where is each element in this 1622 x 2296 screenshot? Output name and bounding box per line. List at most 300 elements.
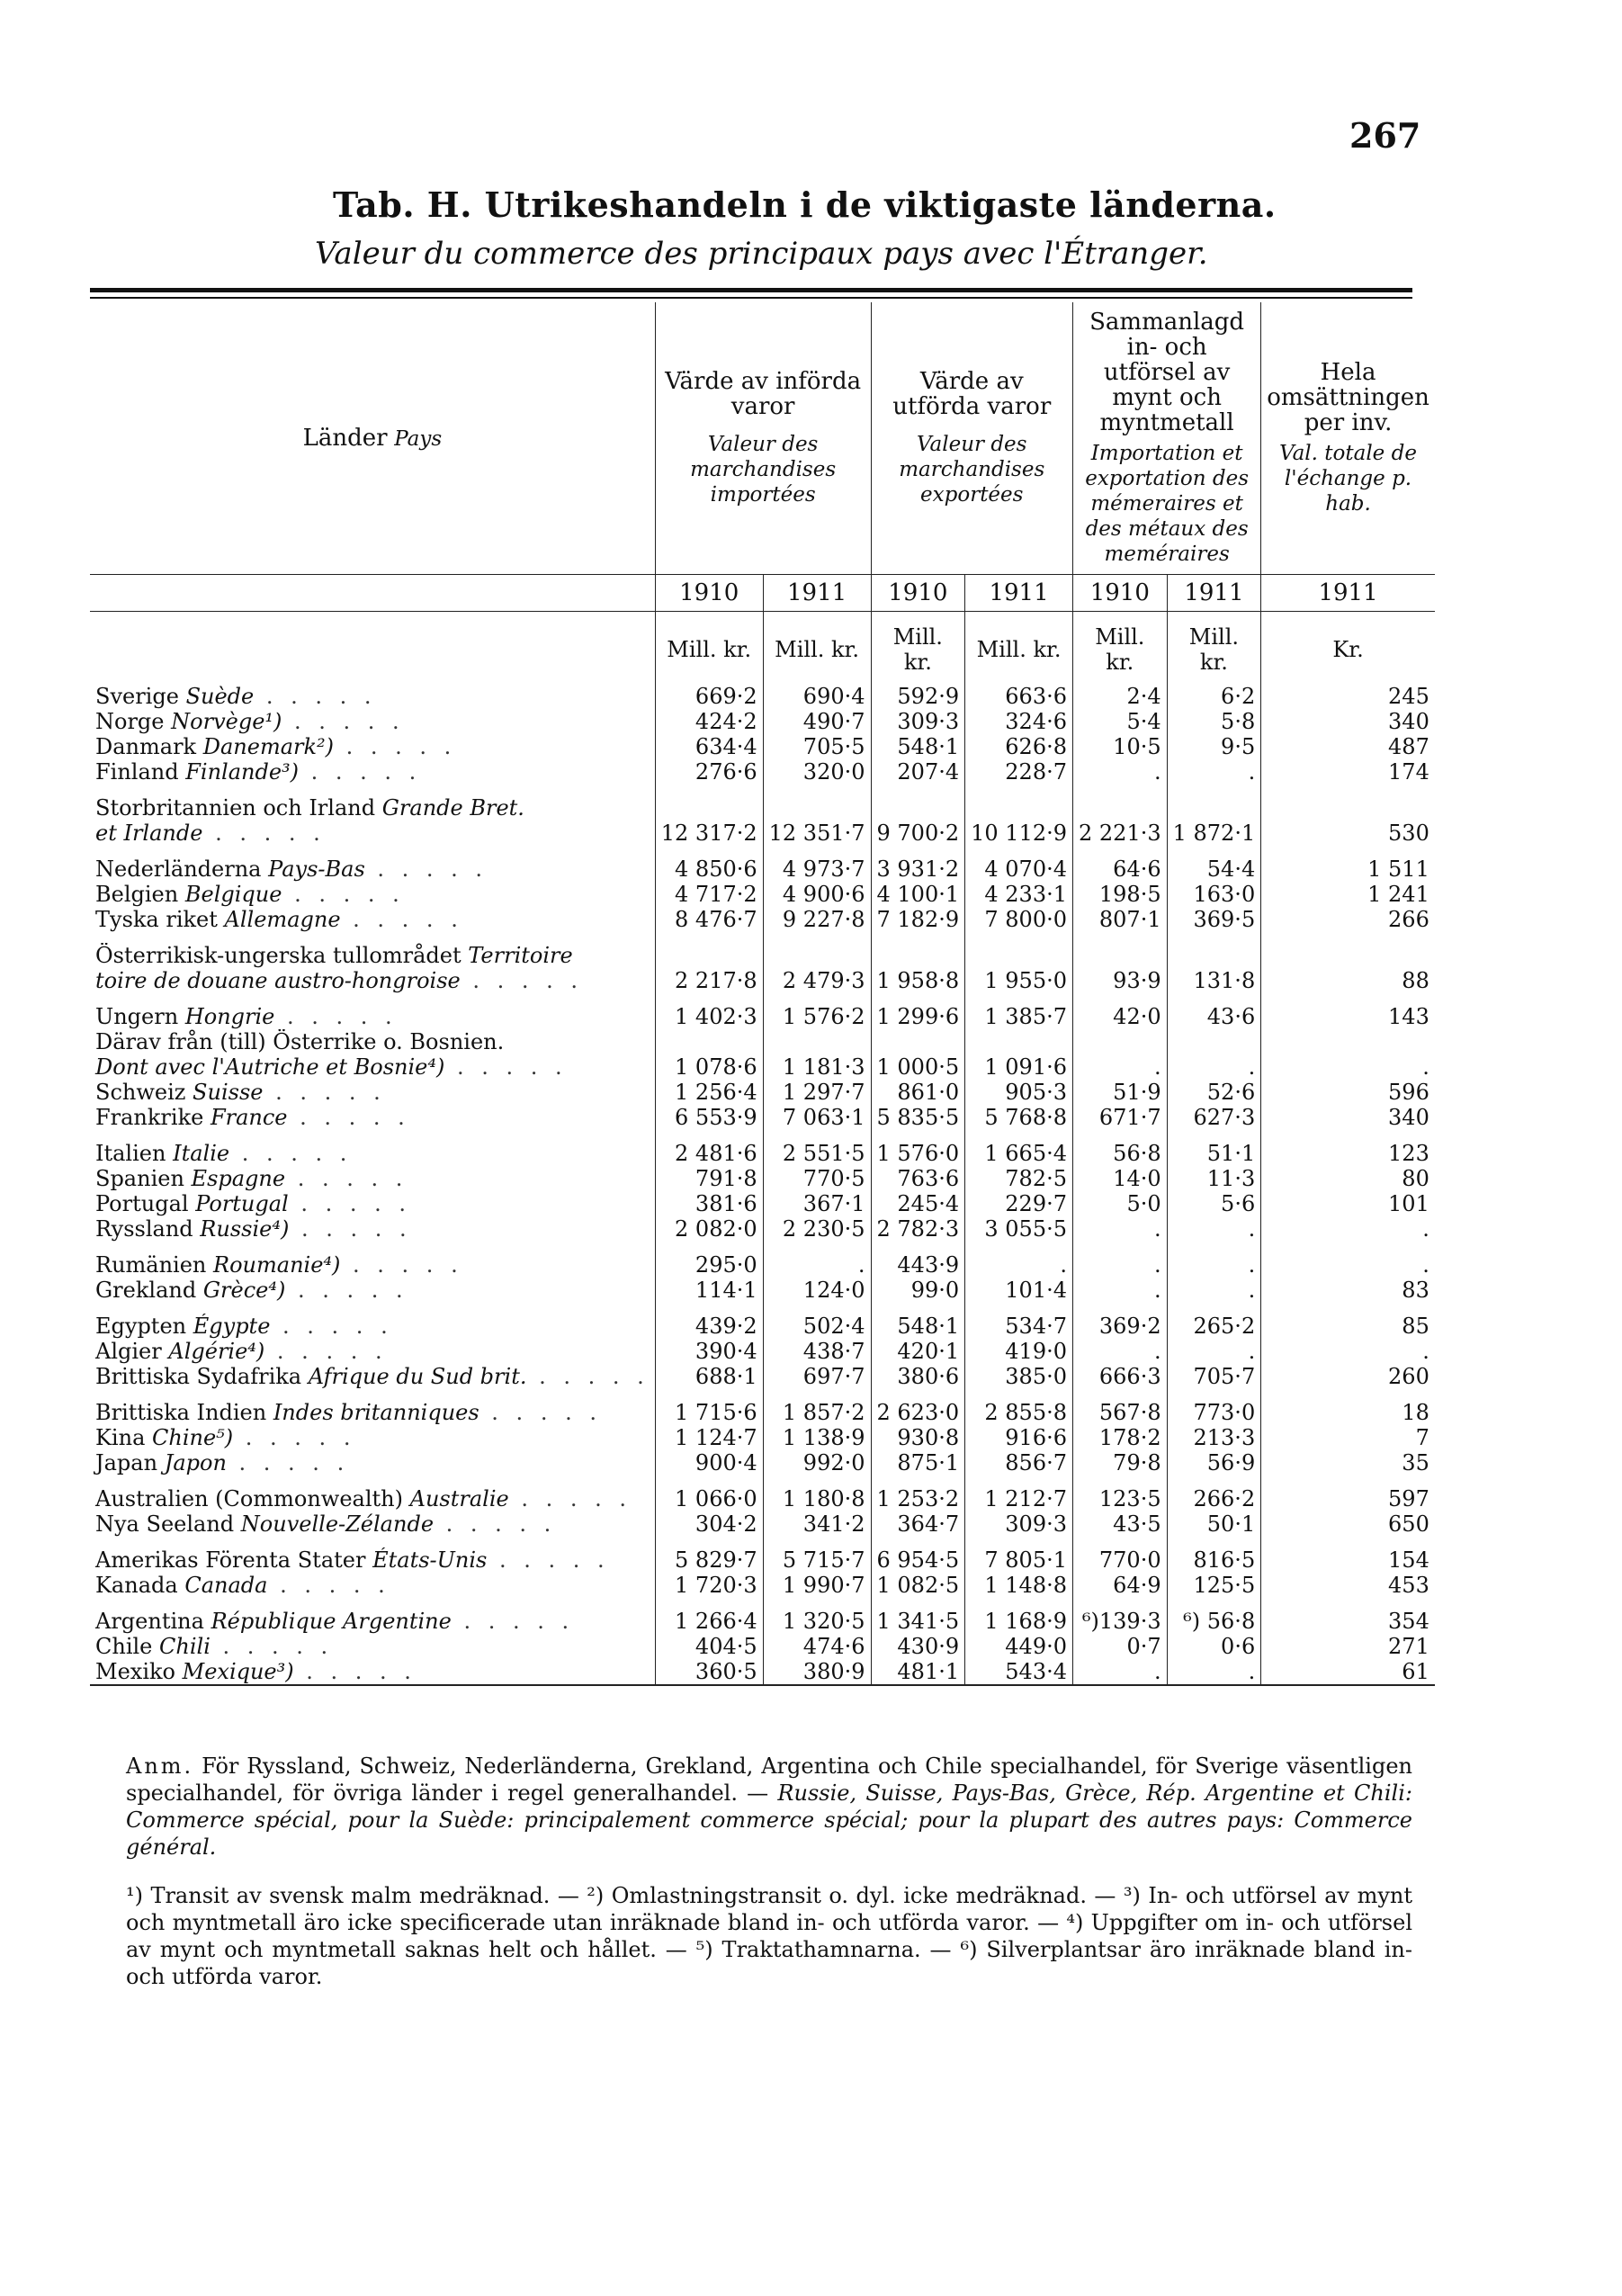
country-cell <box>90 1450 655 1475</box>
country-name-fr: Mexique³) <box>182 1659 294 1684</box>
value-cell: 548·1 <box>871 734 965 759</box>
unit-cell: Kr. <box>1261 612 1435 685</box>
value-cell: 85 <box>1261 1314 1435 1339</box>
table-row <box>90 1400 1435 1425</box>
country-name-sv: Italien <box>95 1141 166 1166</box>
value-cell: 5·8 <box>1167 709 1261 734</box>
value-cell: 43·6 <box>1167 1004 1261 1029</box>
country-cell <box>90 1547 655 1573</box>
value-cell: 229·7 <box>965 1191 1073 1216</box>
value-cell <box>655 795 763 821</box>
country-name-fr: Chili <box>159 1634 211 1659</box>
table-row <box>90 1054 1435 1080</box>
value-cell: . <box>1167 759 1261 785</box>
value-cell: 1 720·3 <box>655 1573 763 1598</box>
value-cell <box>1073 1029 1168 1054</box>
value-cell: 1 385·7 <box>965 1004 1073 1029</box>
value-cell: 56·8 <box>1073 1141 1168 1166</box>
table-row <box>90 821 1435 846</box>
leader-dots: . . . . . <box>487 1547 610 1573</box>
value-cell: 856·7 <box>965 1450 1073 1475</box>
value-cell: 4 900·6 <box>763 882 871 907</box>
value-cell: 1 402·3 <box>655 1004 763 1029</box>
country-cell <box>90 1166 655 1191</box>
country-cell <box>90 1659 655 1685</box>
value-cell: 1 511 <box>1261 857 1435 882</box>
country-name-sv: Argentina <box>95 1609 204 1634</box>
value-cell: 0·7 <box>1073 1634 1168 1659</box>
value-cell: 770·0 <box>1073 1547 1168 1573</box>
value-cell: 530 <box>1261 821 1435 846</box>
unit-cell: Mill. kr. <box>1073 612 1168 685</box>
country-cell <box>90 1364 655 1389</box>
value-cell: 1 266·4 <box>655 1609 763 1634</box>
value-cell: 99·0 <box>871 1278 965 1303</box>
leader-dots: . . . . . <box>267 1573 390 1598</box>
value-cell: 1 576·0 <box>871 1141 965 1166</box>
value-cell: 7 805·1 <box>965 1547 1073 1573</box>
value-cell: 502·4 <box>763 1314 871 1339</box>
table-row <box>90 1314 1435 1339</box>
table-row <box>90 968 1435 993</box>
value-cell: 324·6 <box>965 709 1073 734</box>
value-cell: 1 576·2 <box>763 1004 871 1029</box>
leader-dots: . . . . . <box>254 684 377 709</box>
value-cell: ⁶)139·3 <box>1073 1609 1168 1634</box>
table-row <box>90 1450 1435 1475</box>
value-cell: 93·9 <box>1073 968 1168 993</box>
table-row <box>90 1511 1435 1537</box>
table-row <box>90 1659 1435 1685</box>
value-cell: 178·2 <box>1073 1425 1168 1450</box>
country-name-fr: Grande Bret. <box>381 795 524 821</box>
country-name-sv: Kanada <box>95 1573 178 1598</box>
note-text-fr: Russie, Suisse, Pays-Bas, Grèce, Rép. Argentine et Chili: Commerce spécial, pour la Suède: principalement commerce spécial; pour la plupart des autres pays: Commerce général. <box>126 1780 1412 1860</box>
country-name-fr: République Argentine <box>211 1609 452 1634</box>
country-name-sv: Sverige <box>95 684 179 709</box>
value-cell: 14·0 <box>1073 1166 1168 1191</box>
value-cell <box>871 795 965 821</box>
value-cell: 304·2 <box>655 1511 763 1537</box>
country-name-fr: toire de douane austro-hongroise <box>95 968 461 993</box>
country-name-fr: Australie <box>409 1486 509 1511</box>
value-cell: 265·2 <box>1167 1314 1261 1339</box>
leader-dots: . . . . . <box>334 734 457 759</box>
country-cell <box>90 857 655 882</box>
country-cell <box>90 1004 655 1029</box>
country-cell <box>90 1425 655 1450</box>
value-cell: 380·9 <box>763 1659 871 1685</box>
country-name-fr: Italie <box>173 1141 230 1166</box>
country-name-fr: France <box>210 1105 288 1130</box>
country-name-fr: Suède <box>185 684 255 709</box>
value-cell: 916·6 <box>965 1425 1073 1450</box>
value-cell: . <box>1261 1252 1435 1278</box>
table-row <box>90 907 1435 932</box>
country-cell <box>90 882 655 907</box>
country-name-fr: et Irlande <box>95 821 203 846</box>
value-cell: 266 <box>1261 907 1435 932</box>
country-name-sv: Tyska riket <box>95 907 218 932</box>
country-name-sv: Algier <box>95 1339 162 1364</box>
value-cell: 487 <box>1261 734 1435 759</box>
value-cell: 592·9 <box>871 684 965 709</box>
value-cell: 705·7 <box>1167 1364 1261 1389</box>
units-row <box>90 612 1435 685</box>
value-cell: 18 <box>1261 1400 1435 1425</box>
value-cell: 2 082·0 <box>655 1216 763 1242</box>
header-imports: Värde av införda varor Valeur des marchandises importées <box>655 302 871 575</box>
top-rule <box>90 288 1412 292</box>
country-cell <box>90 795 655 821</box>
country-cell <box>90 1314 655 1339</box>
leader-dots: . . . . . <box>340 907 463 932</box>
leader-dots: . . . . . <box>202 821 326 846</box>
value-cell: 1 715·6 <box>655 1400 763 1425</box>
table-row <box>90 1105 1435 1130</box>
value-cell: 52·6 <box>1167 1080 1261 1105</box>
annotation-note <box>126 1753 1412 1861</box>
value-cell <box>1073 795 1168 821</box>
unit-cell: Mill. kr. <box>965 612 1073 685</box>
unit-cell: Mill. kr. <box>871 612 965 685</box>
leader-dots: . . . . . <box>293 1659 417 1684</box>
group-spacer <box>90 1537 1435 1547</box>
value-cell: 163·0 <box>1167 882 1261 907</box>
year-cell: 1910 <box>871 575 965 612</box>
table-row <box>90 1573 1435 1598</box>
leader-dots: . . . . . <box>460 968 584 993</box>
country-name-fr: Afrique du Sud brit. <box>308 1364 527 1389</box>
country-name-sv: Grekland <box>95 1278 197 1303</box>
value-cell: 705·5 <box>763 734 871 759</box>
country-name-sv: Därav från (till) Österrike o. Bosnien. <box>95 1029 505 1054</box>
value-cell: 763·6 <box>871 1166 965 1191</box>
table-row <box>90 1609 1435 1634</box>
value-cell: 245 <box>1261 684 1435 709</box>
table-row <box>90 734 1435 759</box>
table-row <box>90 1486 1435 1511</box>
unit-cell: Mill. kr. <box>763 612 871 685</box>
value-cell: 992·0 <box>763 1450 871 1475</box>
country-name-sv: Norge <box>95 709 165 734</box>
value-cell: 6 553·9 <box>655 1105 763 1130</box>
value-cell: 770·5 <box>763 1166 871 1191</box>
value-cell: 369·2 <box>1073 1314 1168 1339</box>
value-cell <box>871 1029 965 1054</box>
value-cell: 340 <box>1261 709 1435 734</box>
table-row <box>90 759 1435 785</box>
country-name-fr: Russie⁴) <box>200 1216 290 1242</box>
country-name-sv: Brittiska Indien <box>95 1400 267 1425</box>
value-cell: 228·7 <box>965 759 1073 785</box>
value-cell: 198·5 <box>1073 882 1168 907</box>
leader-dots: . . . . . <box>210 1634 334 1659</box>
country-name-fr: Espagne <box>191 1166 286 1191</box>
value-cell: 83 <box>1261 1278 1435 1303</box>
value-cell: 1 341·5 <box>871 1609 965 1634</box>
year-cell: 1911 <box>965 575 1073 612</box>
country-name-fr: Suisse <box>193 1080 264 1105</box>
value-cell: 443·9 <box>871 1252 965 1278</box>
table-row <box>90 795 1435 821</box>
year-cell: 1911 <box>1261 575 1435 612</box>
country-cell <box>90 1191 655 1216</box>
unit-cell: Mill. kr. <box>655 612 763 685</box>
value-cell: 10 112·9 <box>965 821 1073 846</box>
value-cell: 12 351·7 <box>763 821 871 846</box>
value-cell: 5 715·7 <box>763 1547 871 1573</box>
table-row <box>90 1080 1435 1105</box>
value-cell: 4 717·2 <box>655 882 763 907</box>
country-cell <box>90 907 655 932</box>
leader-dots: . . . . . <box>288 1191 412 1216</box>
value-cell <box>965 795 1073 821</box>
group-spacer <box>90 932 1435 943</box>
value-cell: 360·5 <box>655 1659 763 1685</box>
table-row <box>90 1278 1435 1303</box>
country-name-fr: Danemark²) <box>202 734 335 759</box>
value-cell: 11·3 <box>1167 1166 1261 1191</box>
value-cell: ⁶) 56·8 <box>1167 1609 1261 1634</box>
table-row <box>90 1216 1435 1242</box>
value-cell: 900·4 <box>655 1450 763 1475</box>
country-cell <box>90 1141 655 1166</box>
value-cell: 295·0 <box>655 1252 763 1278</box>
country-cell <box>90 943 655 968</box>
value-cell: 380·6 <box>871 1364 965 1389</box>
value-cell: . <box>1261 1216 1435 1242</box>
units-row-blank <box>90 612 655 685</box>
note-text-sv: För Ryssland, Schweiz, Nederländerna, Grekland, Argentina och Chile specialhandel, för Sverige väsentligen specialhandel, för övriga länder i regel generalhandel. — <box>126 1753 1412 1806</box>
leader-dots: . . . . . <box>229 1141 353 1166</box>
value-cell: 1 958·8 <box>871 968 965 993</box>
country-cell <box>90 1609 655 1634</box>
table-row <box>90 709 1435 734</box>
country-name-fr: Portugal <box>195 1191 289 1216</box>
country-name-fr: Dont avec l'Autriche et Bosnie⁴) <box>95 1054 445 1080</box>
value-cell: 2 623·0 <box>871 1400 965 1425</box>
country-cell <box>90 968 655 993</box>
value-cell: 123 <box>1261 1141 1435 1166</box>
country-cell <box>90 1080 655 1105</box>
value-cell: 50·1 <box>1167 1511 1261 1537</box>
country-name-fr: Nouvelle-Zélande <box>240 1511 435 1537</box>
year-cell: 1911 <box>763 575 871 612</box>
value-cell: 430·9 <box>871 1634 965 1659</box>
value-cell: 449·0 <box>965 1634 1073 1659</box>
group-spacer <box>90 1598 1435 1609</box>
header-metals: Sammanlagd in- och utförsel av mynt och myntmetall Importation et exportation des mémeraires et des métaux des meméraires <box>1073 302 1261 575</box>
country-name-sv: Österrikisk-ungerska tullområdet <box>95 943 462 968</box>
value-cell: 5·0 <box>1073 1191 1168 1216</box>
value-cell: 309·3 <box>965 1511 1073 1537</box>
value-cell: 6·2 <box>1167 684 1261 709</box>
country-cell <box>90 1511 655 1537</box>
country-cell <box>90 1252 655 1278</box>
value-cell: 1 212·7 <box>965 1486 1073 1511</box>
value-cell: 490·7 <box>763 709 871 734</box>
value-cell: 773·0 <box>1167 1400 1261 1425</box>
value-cell: 51·1 <box>1167 1141 1261 1166</box>
value-cell: 79·8 <box>1073 1450 1168 1475</box>
value-cell: 154 <box>1261 1547 1435 1573</box>
value-cell <box>763 795 871 821</box>
leader-dots: . . . . . <box>444 1054 568 1080</box>
year-cell: 1910 <box>1073 575 1168 612</box>
value-cell: 627·3 <box>1167 1105 1261 1130</box>
value-cell: 381·6 <box>655 1191 763 1216</box>
leader-dots: . . . . . <box>270 1314 393 1339</box>
country-cell <box>90 1105 655 1130</box>
value-cell: 3 055·5 <box>965 1216 1073 1242</box>
country-name-sv: Nederländerna <box>95 857 262 882</box>
value-cell: 131·8 <box>1167 968 1261 993</box>
value-cell: . <box>763 1252 871 1278</box>
value-cell: 354 <box>1261 1609 1435 1634</box>
value-cell: 2 221·3 <box>1073 821 1168 846</box>
leader-dots: . . . . . <box>285 1166 408 1191</box>
table-row <box>90 1425 1435 1450</box>
value-cell: 5·6 <box>1167 1191 1261 1216</box>
value-cell: 125·5 <box>1167 1573 1261 1598</box>
table-row <box>90 857 1435 882</box>
country-name-fr: Grèce⁴) <box>202 1278 286 1303</box>
years-row-blank <box>90 575 655 612</box>
value-cell: 669·2 <box>655 684 763 709</box>
value-cell: 367·1 <box>763 1191 871 1216</box>
country-name-fr: Indes britanniques <box>273 1400 479 1425</box>
value-cell: 7 <box>1261 1425 1435 1450</box>
value-cell <box>1167 943 1261 968</box>
value-cell: . <box>1167 1054 1261 1080</box>
value-cell <box>1167 1029 1261 1054</box>
table-row <box>90 882 1435 907</box>
country-cell <box>90 1216 655 1242</box>
value-cell <box>655 1029 763 1054</box>
group-spacer <box>90 993 1435 1004</box>
group-spacer <box>90 1475 1435 1486</box>
country-cell <box>90 759 655 785</box>
value-cell: . <box>1167 1216 1261 1242</box>
value-cell <box>1261 1029 1435 1054</box>
table-row <box>90 1166 1435 1191</box>
table-subtitle: Valeur du commerce des principaux pays avec l'Étranger. <box>315 236 1208 272</box>
value-cell: 2 481·6 <box>655 1141 763 1166</box>
value-cell: 1 297·7 <box>763 1080 871 1105</box>
country-name-sv: Brittiska Sydafrika <box>95 1364 302 1389</box>
value-cell: 42·0 <box>1073 1004 1168 1029</box>
value-cell <box>965 1029 1073 1054</box>
value-cell: 43·5 <box>1073 1511 1168 1537</box>
footnotes: ¹) Transit av svensk malm medräknad. — ²) Omlastningstransit o. dyl. icke medräknad. — ³) In- och utförsel av mynt och myntmetall äro icke specificerade utan inräknade bland in- och utförda varor. — ⁴) Uppgifter om in- och utförsel av mynt och myntmetall saknas helt och hållet. — ⁵) Traktathamnarna. — ⁶) Silverplantsar äro inräknade bland in- och utförda varor. <box>126 1883 1412 1989</box>
value-cell: 666·3 <box>1073 1364 1168 1389</box>
country-name-fr: Chine⁵) <box>152 1425 234 1450</box>
value-cell: 9 227·8 <box>763 907 871 932</box>
value-cell: 663·6 <box>965 684 1073 709</box>
value-cell: 9·5 <box>1167 734 1261 759</box>
value-cell: 260 <box>1261 1364 1435 1389</box>
group-spacer <box>90 1130 1435 1141</box>
value-cell: 9 700·2 <box>871 821 965 846</box>
value-cell: 35 <box>1261 1450 1435 1475</box>
value-cell: 2·4 <box>1073 684 1168 709</box>
country-name-sv: Portugal <box>95 1191 189 1216</box>
country-name-sv: Belgien <box>95 882 179 907</box>
country-cell <box>90 821 655 846</box>
value-cell <box>1261 795 1435 821</box>
value-cell: 2 217·8 <box>655 968 763 993</box>
country-name-fr: Norvège¹) <box>171 709 282 734</box>
leader-dots: . . . . . <box>451 1609 575 1634</box>
country-name-fr: Pays-Bas <box>268 857 365 882</box>
value-cell: 697·7 <box>763 1364 871 1389</box>
value-cell: 1 148·8 <box>965 1573 1073 1598</box>
value-cell <box>1073 943 1168 968</box>
country-name-sv: Schweiz <box>95 1080 186 1105</box>
value-cell: 4 850·6 <box>655 857 763 882</box>
table-row <box>90 1029 1435 1054</box>
value-cell: 7 182·9 <box>871 907 965 932</box>
country-name-sv: Danmark <box>95 734 197 759</box>
value-cell: 2 230·5 <box>763 1216 871 1242</box>
value-cell: 816·5 <box>1167 1547 1261 1573</box>
value-cell: 12 317·2 <box>655 821 763 846</box>
table-row <box>90 1141 1435 1166</box>
country-name-fr: Roumanie⁴) <box>213 1252 341 1278</box>
table-row <box>90 943 1435 968</box>
value-cell: 1 872·1 <box>1167 821 1261 846</box>
country-name-sv: Australien (Commonwealth) <box>95 1486 403 1511</box>
value-cell: 439·2 <box>655 1314 763 1339</box>
value-cell: 534·7 <box>965 1314 1073 1339</box>
value-cell: 548·1 <box>871 1314 965 1339</box>
country-name-sv: Nya Seeland <box>95 1511 235 1537</box>
country-name-sv: Storbritannien och Irland <box>95 795 376 821</box>
value-cell: 1 168·9 <box>965 1609 1073 1634</box>
group-spacer <box>90 1303 1435 1314</box>
trade-table <box>90 302 1435 1686</box>
value-cell: 364·7 <box>871 1511 965 1537</box>
table-row <box>90 1634 1435 1659</box>
country-name-sv: Spanien <box>95 1166 184 1191</box>
value-cell: 474·6 <box>763 1634 871 1659</box>
value-cell: 905·3 <box>965 1080 1073 1105</box>
value-cell: 88 <box>1261 968 1435 993</box>
value-cell: 1 181·3 <box>763 1054 871 1080</box>
country-name-fr: Belgique <box>184 882 282 907</box>
group-spacer <box>90 1389 1435 1400</box>
leader-dots: . . . . . <box>226 1450 350 1475</box>
value-cell: 4 100·1 <box>871 882 965 907</box>
unit-cell: Mill. kr. <box>1167 612 1261 685</box>
value-cell <box>1167 795 1261 821</box>
value-cell: . <box>1073 1339 1168 1364</box>
value-cell: 1 124·7 <box>655 1425 763 1450</box>
table-body <box>90 684 1435 1685</box>
value-cell: 80 <box>1261 1166 1435 1191</box>
value-cell: 124·0 <box>763 1278 871 1303</box>
country-name-fr: Finlande³) <box>185 759 300 785</box>
years-row <box>90 575 1435 612</box>
value-cell: 174 <box>1261 759 1435 785</box>
country-name-sv: Ungern <box>95 1004 179 1029</box>
header-country: Länder Pays <box>302 424 443 452</box>
value-cell: 64·6 <box>1073 857 1168 882</box>
value-cell: . <box>1073 1659 1168 1685</box>
value-cell: 2 479·3 <box>763 968 871 993</box>
page-number: 267 <box>1349 115 1421 156</box>
